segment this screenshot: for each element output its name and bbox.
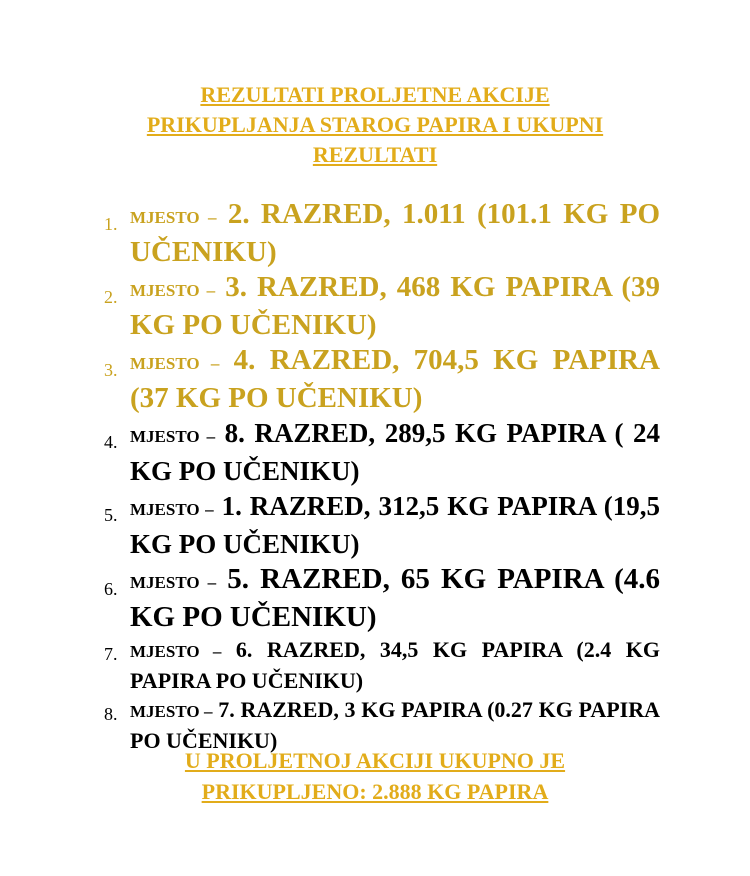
result-number: 8. <box>104 704 118 724</box>
result-item-5 <box>104 489 660 562</box>
result-item-1 <box>104 197 660 270</box>
result-text: 2. RAZRED, 1.011 (101.1 KG PO UČENIKU) <box>130 198 660 268</box>
result-number: 5. <box>104 505 118 525</box>
result-number: 4. <box>104 432 118 452</box>
result-item-6 <box>104 562 660 635</box>
result-label: MJESTO – <box>130 702 213 721</box>
result-text: 1. RAZRED, 312,5 KG PAPIRA (19,5 KG PO UČENIKU) <box>130 491 660 559</box>
title-line-3: REZULTATI <box>312 142 438 167</box>
result-text: 3. RAZRED, 468 KG PAPIRA (39 KG PO UČENIKU) <box>130 271 661 341</box>
result-label: MJESTO – <box>130 208 217 227</box>
result-text: 4. RAZRED, 704,5 KG PAPIRA (37 KG PO UČENIKU) <box>130 344 660 414</box>
result-label: MJESTO – <box>130 354 220 373</box>
page-title <box>100 80 650 170</box>
result-number: 6. <box>104 579 118 599</box>
result-label: MJESTO – <box>130 642 222 661</box>
result-text: 6. RAZRED, 34,5 KG PAPIRA (2.4 KG PAPIRA PO UČENIKU) <box>130 637 660 693</box>
results-list <box>104 197 660 755</box>
result-item-2 <box>104 270 660 343</box>
result-label: MJESTO – <box>130 573 217 592</box>
total-line-1: U PROLJETNOJ AKCIJI UKUPNO JE <box>184 748 566 773</box>
result-number: 7. <box>104 644 118 664</box>
result-item-3 <box>104 343 660 416</box>
title-line-1: REZULTATI PROLJETNE AKCIJE <box>200 82 550 107</box>
result-text: 5. RAZRED, 65 KG PAPIRA (4.6 KG PO UČENIKU) <box>130 563 660 633</box>
result-number: 2. <box>104 287 118 307</box>
total-summary <box>100 745 650 807</box>
result-label: MJESTO – <box>130 281 216 300</box>
title-line-2: PRIKUPLJANJA STAROG PAPIRA I UKUPNI <box>146 112 604 137</box>
result-label: MJESTO – <box>130 500 214 519</box>
result-label: MJESTO – <box>130 427 216 446</box>
result-item-4 <box>104 416 660 489</box>
total-line-2: PRIKUPLJENO: 2.888 KG PAPIRA <box>201 779 549 804</box>
result-number: 3. <box>104 360 118 380</box>
result-text: 7. RAZRED, 3 KG PAPIRA (0.27 KG PAPIRA PO UČENIKU) <box>130 697 661 753</box>
result-text: 8. RAZRED, 289,5 KG PAPIRA ( 24 KG PO UČENIKU) <box>130 418 661 486</box>
result-number: 1. <box>104 214 118 234</box>
result-item-7 <box>104 635 660 695</box>
